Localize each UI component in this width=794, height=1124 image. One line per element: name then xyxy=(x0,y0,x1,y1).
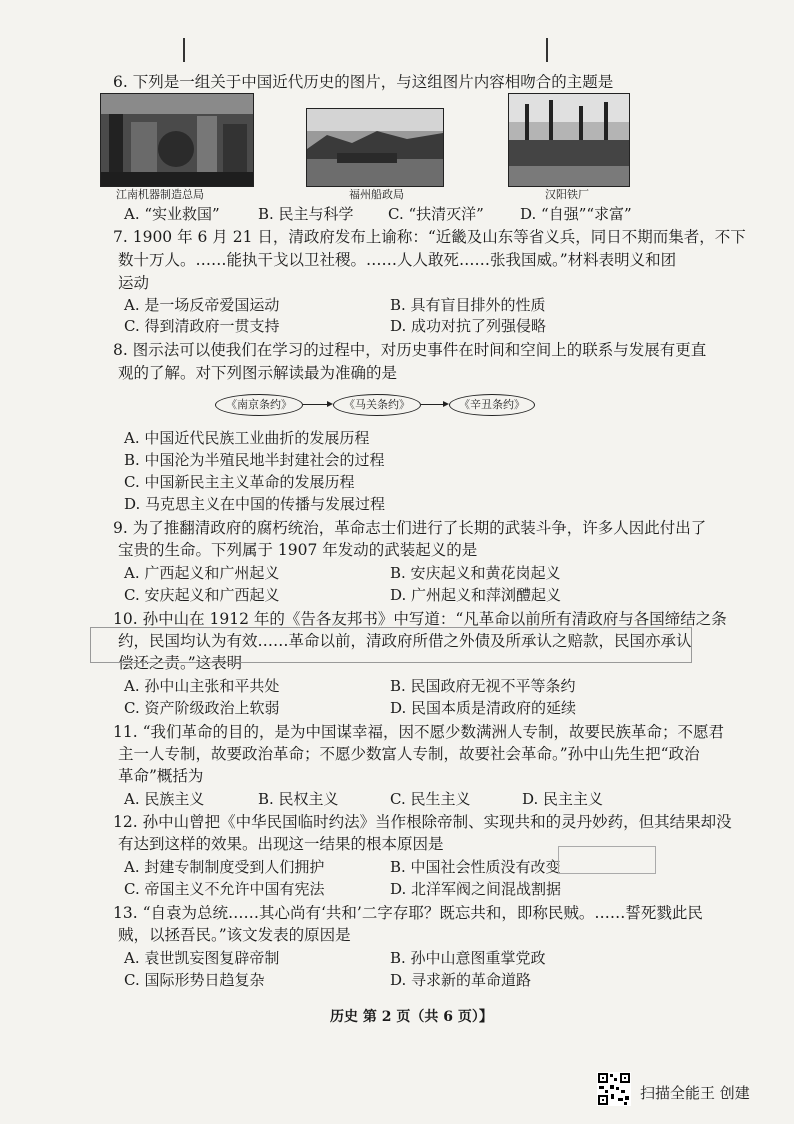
q10-option-b[interactable]: B. 民国政府无视不平等条约 xyxy=(390,677,576,695)
oval-treaty-nanjing: 《南京条约》 xyxy=(215,394,303,416)
q6-option-b[interactable]: B. 民主与科学 xyxy=(258,205,354,223)
scanner-watermark: 扫描全能王 创建 xyxy=(640,1084,750,1102)
q12-option-a[interactable]: A. 封建专制制度受到人们拥护 xyxy=(124,858,325,876)
q6-option-c[interactable]: C. “扶清灭洋” xyxy=(388,205,484,223)
question-9-line-1: 9. 为了推翻清政府的腐朽统治，革命志士们进行了长期的武装斗争，许多人因此付出了 xyxy=(113,519,707,537)
q10-option-d[interactable]: D. 民国本质是清政府的延续 xyxy=(390,699,577,717)
arrow-right-icon xyxy=(421,404,447,405)
q13-option-a[interactable]: A. 袁世凯妄图复辟帝制 xyxy=(124,949,280,967)
question-13-line-1: 13. “自袁为总统……其心尚有‘共和’二字存耶？既忘共和，即称民贼。……誓死戮此民 xyxy=(113,904,703,922)
question-12-line-2: 有达到这样的效果。出现这一结果的根本原因是 xyxy=(118,835,444,853)
question-7-line-2: 数十万人。……能执干戈以卫社稷。……人人敢死……张我国威。”材料表明义和团 xyxy=(118,251,677,269)
q10-option-a[interactable]: A. 孙中山主张和平共处 xyxy=(124,677,280,695)
page-footer: 历史 第 2 页（共 6 页）】 xyxy=(330,1009,493,1025)
q6-option-d[interactable]: D. “自强”“求富” xyxy=(520,205,632,223)
question-10-line-3: 偿还之责。”这表明 xyxy=(118,654,243,672)
q7-option-b[interactable]: B. 具有盲目排外的性质 xyxy=(390,296,546,314)
qr-code-icon xyxy=(597,1072,631,1106)
q8-option-b[interactable]: B. 中国沦为半殖民地半封建社会的过程 xyxy=(124,451,385,469)
binding-mark xyxy=(183,38,185,62)
q12-option-d[interactable]: D. 北洋军阀之间混战割据 xyxy=(390,880,562,898)
question-6-stem: 6. 下列是一组关于中国近代历史的图片，与这组图片内容相吻合的主题是 xyxy=(113,73,614,91)
q9-option-b[interactable]: B. 安庆起义和黄花岗起义 xyxy=(390,564,561,582)
bleed-through-box xyxy=(90,627,692,663)
question-10-line-1: 10. 孙中山在 1912 年的《告各友邦书》中写道：“凡革命以前所有清政府与各国缔结之条 xyxy=(113,610,727,628)
treaty-flow-diagram xyxy=(215,394,535,418)
question-11-line-2: 主一人专制，故要政治革命；不愿少数富人专制，故要社会革命。”孙中山先生把“政治 xyxy=(118,745,700,763)
q13-option-d[interactable]: D. 寻求新的革命道路 xyxy=(390,971,532,989)
q6-option-a[interactable]: A. “实业救国” xyxy=(124,205,220,223)
q8-option-d[interactable]: D. 马克思主义在中国的传播与发展过程 xyxy=(124,495,386,513)
bleed-through-box xyxy=(558,846,656,874)
oval-treaty-boxer: 《辛丑条约》 xyxy=(449,394,535,416)
photo-caption-hanyang: 汉阳铁厂 xyxy=(545,188,589,201)
question-12-line-1: 12. 孙中山曾把《中华民国临时约法》当作根除帝制、实现共和的灵丹妙药，但其结果却没 xyxy=(113,813,732,831)
q8-option-a[interactable]: A. 中国近代民族工业曲折的发展历程 xyxy=(124,429,370,447)
q10-option-c[interactable]: C. 资产阶级政治上软弱 xyxy=(124,699,280,717)
question-11-line-1: 11. “我们革命的目的，是为中国谋幸福，因不愿少数满洲人专制，故要民族革命；不愿君 xyxy=(113,723,725,741)
question-13-line-2: 贼，以拯吾民。”该文发表的原因是 xyxy=(118,926,351,944)
question-8-line-1: 8. 图示法可以使我们在学习的过程中，对历史事件在时间和空间上的联系与发展有更直 xyxy=(113,341,707,359)
question-11-line-3: 革命”概括为 xyxy=(118,767,204,785)
q13-option-b[interactable]: B. 孙中山意图重掌党政 xyxy=(390,949,546,967)
arrow-right-icon xyxy=(303,404,331,405)
q11-option-d[interactable]: D. 民主主义 xyxy=(522,790,604,808)
photo-caption-jiangnan: 江南机器制造总局 xyxy=(116,188,204,201)
question-7-line-3: 运动 xyxy=(118,274,150,292)
photo-fuzhou-navy-yard xyxy=(306,108,444,187)
q12-option-c[interactable]: C. 帝国主义不允许中国有宪法 xyxy=(124,880,325,898)
photo-jiangnan-arsenal xyxy=(100,93,254,187)
q9-option-a[interactable]: A. 广西起义和广州起义 xyxy=(124,564,280,582)
q11-option-b[interactable]: B. 民权主义 xyxy=(258,790,339,808)
q13-option-c[interactable]: C. 国际形势日趋复杂 xyxy=(124,971,265,989)
q12-option-b[interactable]: B. 中国社会性质没有改变 xyxy=(390,858,561,876)
q9-option-c[interactable]: C. 安庆起义和广西起义 xyxy=(124,586,280,604)
question-7-line-1: 7. 1900 年 6 月 21 日，清政府发布上谕称：“近畿及山东等省义兵，同日不期而集者，不下 xyxy=(113,228,746,246)
question-10-line-2: 约，民国均认为有效……革命以前，清政府所借之外债及所承认之赔款，民国亦承认 xyxy=(118,632,692,650)
oval-treaty-shimonoseki: 《马关条约》 xyxy=(333,394,421,416)
question-8-line-2: 观的了解。对下列图示解读最为准确的是 xyxy=(118,364,398,382)
photo-caption-fuzhou: 福州船政局 xyxy=(349,188,404,201)
q11-option-a[interactable]: A. 民族主义 xyxy=(124,790,205,808)
q8-option-c[interactable]: C. 中国新民主主义革命的发展历程 xyxy=(124,473,355,491)
q9-option-d[interactable]: D. 广州起义和萍浏醴起义 xyxy=(390,586,562,604)
question-9-line-2: 宝贵的生命。下列属于 1907 年发动的武装起义的是 xyxy=(118,541,478,559)
q7-option-d[interactable]: D. 成功对抗了列强侵略 xyxy=(390,317,547,335)
binding-mark xyxy=(546,38,548,62)
q7-option-c[interactable]: C. 得到清政府一贯支持 xyxy=(124,317,280,335)
q11-option-c[interactable]: C. 民生主义 xyxy=(390,790,471,808)
q7-option-a[interactable]: A. 是一场反帝爱国运动 xyxy=(124,296,280,314)
photo-hanyang-ironworks xyxy=(508,93,630,187)
